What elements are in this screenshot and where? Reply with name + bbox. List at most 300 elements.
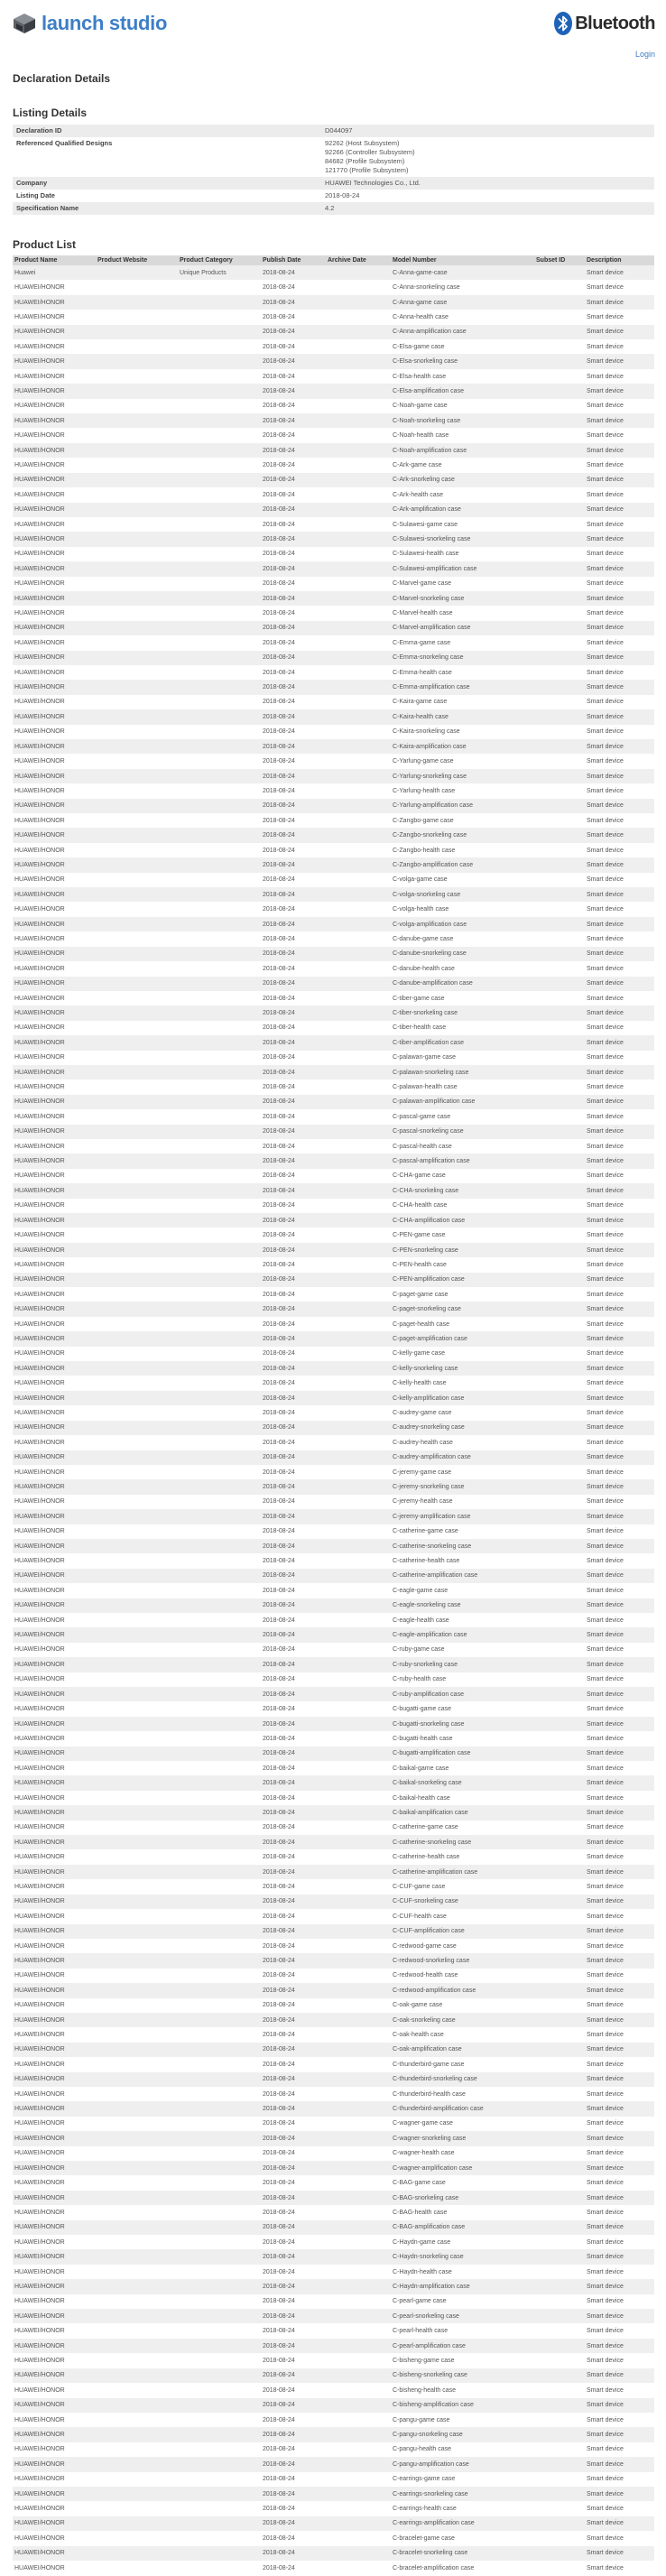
cell-publish-date: 2018-08-24: [263, 876, 295, 884]
table-row[interactable]: [13, 1065, 654, 1080]
table-row[interactable]: [13, 547, 654, 561]
table-row[interactable]: [13, 1361, 654, 1376]
cell-description: Smart device: [585, 2072, 654, 2087]
bluetooth-brand[interactable]: [553, 11, 655, 36]
cell-product-category: [178, 1243, 261, 1257]
cell-product-category: [178, 709, 261, 724]
table-row[interactable]: [13, 1391, 654, 1405]
cell-product-name: HUAWEI/HONOR: [14, 1024, 65, 1032]
table-row[interactable]: [13, 2235, 654, 2249]
table-row[interactable]: [13, 1257, 654, 1272]
table-row[interactable]: [13, 2427, 654, 2442]
table-row[interactable]: [13, 1109, 654, 1124]
cell-archive-date: [326, 2427, 391, 2442]
cell-description: Smart device: [585, 1331, 654, 1346]
table-row[interactable]: [13, 1539, 654, 1553]
table-row[interactable]: [13, 325, 654, 339]
cell-subset-id: [534, 2101, 585, 2116]
table-row[interactable]: [13, 917, 654, 931]
table-row[interactable]: [13, 2087, 654, 2101]
cell-subset-id: [534, 1509, 585, 1524]
table-row[interactable]: [13, 591, 654, 606]
cell-product-website: [96, 384, 178, 398]
cell-product-website: [96, 1005, 178, 1020]
cell-description: Smart device: [585, 1539, 654, 1553]
table-row[interactable]: [13, 725, 654, 739]
table-row[interactable]: [13, 1569, 654, 1583]
table-row[interactable]: [13, 384, 654, 398]
referenced-design-item[interactable]: 92266 (Controller Subsystem): [325, 148, 415, 156]
cell-model-number: C-Zangbo-amplification case: [391, 857, 534, 872]
cell-product-website: [96, 1821, 178, 1835]
table-row[interactable]: [13, 354, 654, 368]
cell-model-number: C-wagner-game case: [393, 2120, 453, 2127]
cell-archive-date: [326, 1257, 391, 1272]
table-row[interactable]: [13, 2191, 654, 2205]
cell-product-name: HUAWEI/HONOR: [13, 1687, 96, 1701]
table-row[interactable]: [13, 1287, 654, 1302]
table-row[interactable]: [13, 399, 654, 413]
table-row[interactable]: [13, 1524, 654, 1539]
table-row[interactable]: [13, 1731, 654, 1746]
table-row[interactable]: [13, 1005, 654, 1020]
cell-subset-id: [534, 1331, 585, 1346]
cell-subset-id: [534, 1450, 585, 1465]
table-row[interactable]: [13, 2175, 654, 2190]
cell-description: Smart device: [587, 1143, 624, 1150]
cell-product-name: HUAWEI/HONOR: [13, 413, 96, 428]
cell-description: Smart device: [585, 887, 654, 902]
column-header-publish-date[interactable]: Publish Date: [261, 255, 326, 265]
table-row[interactable]: [13, 813, 654, 828]
table-row[interactable]: [13, 2398, 654, 2413]
cell-product-name: HUAWEI/HONOR: [13, 1805, 96, 1820]
cell-product-category: [178, 1983, 261, 1997]
cell-archive-date: [326, 1509, 391, 1524]
cell-subset-id: [534, 1391, 585, 1405]
table-row[interactable]: [13, 2161, 654, 2175]
table-row[interactable]: [13, 2531, 654, 2545]
cell-archive-date: [326, 635, 391, 650]
cell-product-name: HUAWEI/HONOR: [13, 1865, 96, 1879]
table-row[interactable]: [13, 1405, 654, 1420]
referenced-designs-value: [321, 137, 654, 177]
cell-subset-id: [534, 2368, 585, 2383]
cell-description: Smart device: [587, 2298, 624, 2305]
table-row[interactable]: [13, 2013, 654, 2027]
cell-description: Smart device: [587, 403, 624, 410]
cell-model-number: C-Marvel-health case: [393, 610, 453, 617]
table-row[interactable]: [13, 2472, 654, 2487]
cell-model-number: C-catherine-snorkeling case: [391, 1539, 534, 1553]
cell-publish-date: 2018-08-24: [261, 503, 326, 517]
table-row[interactable]: [13, 265, 654, 280]
table-row[interactable]: [13, 1583, 654, 1598]
table-row[interactable]: [13, 931, 654, 946]
table-row[interactable]: [13, 635, 654, 650]
cell-description: Smart device: [585, 739, 654, 754]
cell-product-name: HUAWEI/HONOR: [14, 1587, 65, 1594]
cell-product-name: HUAWEI/HONOR: [14, 2506, 65, 2513]
table-row[interactable]: [13, 1243, 654, 1257]
table-row[interactable]: [13, 2205, 654, 2219]
table-row[interactable]: [13, 1627, 654, 1642]
table-row[interactable]: [13, 1154, 654, 1168]
table-row[interactable]: [13, 2442, 654, 2457]
cell-product-website: [96, 709, 178, 724]
table-row[interactable]: [13, 1421, 654, 1435]
cell-product-website: [96, 1805, 178, 1820]
cell-product-name: HUAWEI/HONOR: [13, 2516, 96, 2531]
table-row[interactable]: [13, 2353, 654, 2368]
cell-publish-date: 2018-08-24: [263, 1854, 295, 1861]
cell-publish-date: 2018-08-24: [261, 1331, 326, 1346]
table-row[interactable]: [13, 1643, 654, 1657]
table-row[interactable]: [13, 1347, 654, 1361]
cell-model-number: C-catherine-health case: [393, 1558, 460, 1565]
cell-product-name: HUAWEI/HONOR: [14, 876, 65, 884]
cell-product-name: HUAWEI/HONOR: [13, 1539, 96, 1553]
table-row[interactable]: [13, 695, 654, 709]
table-row[interactable]: [13, 1435, 654, 1450]
column-header-product-name[interactable]: Product Name: [13, 255, 96, 265]
cell-product-name: HUAWEI/HONOR: [13, 621, 96, 635]
cell-product-website: [96, 651, 178, 665]
cell-product-website: [96, 1243, 178, 1257]
table-row[interactable]: [13, 621, 654, 635]
column-header-model-number[interactable]: Model Number: [391, 255, 534, 265]
cell-product-website: [96, 1673, 178, 1687]
table-row[interactable]: [13, 887, 654, 902]
table-row[interactable]: [13, 2309, 654, 2323]
cell-product-category: [178, 1747, 261, 1761]
table-row[interactable]: [13, 1775, 654, 1790]
table-row[interactable]: [13, 2057, 654, 2071]
referenced-design-item[interactable]: 121770 (Profile Subsystem): [325, 166, 409, 174]
table-row[interactable]: [13, 754, 654, 768]
table-row[interactable]: [13, 295, 654, 310]
table-row[interactable]: [13, 487, 654, 502]
cell-archive-date: [326, 1731, 391, 1746]
table-row[interactable]: [13, 1687, 654, 1701]
cell-product-name: HUAWEI/HONOR: [13, 1569, 96, 1583]
cell-product-category: [178, 1139, 261, 1154]
table-row[interactable]: [13, 443, 654, 458]
table-row[interactable]: [13, 2220, 654, 2235]
cell-product-name: HUAWEI/HONOR: [14, 2446, 65, 2453]
table-row[interactable]: [13, 902, 654, 916]
cell-model-number: C-Kaira-amplification case: [391, 739, 534, 754]
cell-product-name: HUAWEI/HONOR: [14, 1617, 65, 1624]
cell-product-name: HUAWEI/HONOR: [14, 1765, 65, 1772]
table-row[interactable]: [13, 739, 654, 754]
table-row[interactable]: [13, 1169, 654, 1183]
table-row[interactable]: [13, 843, 654, 857]
table-row[interactable]: [13, 2516, 654, 2531]
cell-product-category: [178, 2235, 261, 2249]
table-row[interactable]: [13, 1479, 654, 1494]
cell-publish-date: 2018-08-24: [263, 2476, 295, 2483]
cell-description: Smart device: [585, 2220, 654, 2235]
table-row[interactable]: [13, 1509, 654, 1524]
cell-description: Smart device: [587, 1735, 624, 1742]
table-row[interactable]: [13, 1717, 654, 1731]
table-row[interactable]: [13, 2043, 654, 2057]
cell-subset-id: [534, 473, 585, 487]
cell-subset-id: [534, 1169, 585, 1183]
table-row[interactable]: [13, 1213, 654, 1228]
cell-product-website: [96, 1657, 178, 1672]
table-row[interactable]: [13, 561, 654, 576]
table-row[interactable]: [13, 2249, 654, 2264]
cell-product-website: [96, 1775, 178, 1790]
table-row[interactable]: [13, 1879, 654, 1894]
table-row[interactable]: [13, 1791, 654, 1805]
table-row[interactable]: [13, 1969, 654, 1983]
table-row[interactable]: [13, 1228, 654, 1242]
cell-model-number: C-pearl-amplification case: [391, 2339, 534, 2353]
cell-publish-date: 2018-08-24: [261, 1865, 326, 1879]
table-row[interactable]: [13, 1821, 654, 1835]
table-row[interactable]: [13, 2487, 654, 2501]
cell-model-number: C-CHA-snorkeling case: [391, 1183, 534, 1198]
cell-description: Smart device: [585, 1598, 654, 1613]
table-row[interactable]: [13, 606, 654, 620]
table-row[interactable]: [13, 1095, 654, 1109]
table-row[interactable]: [13, 1331, 654, 1346]
cell-product-website: [96, 2339, 178, 2353]
table-row[interactable]: [13, 991, 654, 1005]
table-row[interactable]: [13, 1021, 654, 1035]
table-row[interactable]: [13, 1701, 654, 1716]
table-row[interactable]: [13, 783, 654, 798]
table-row[interactable]: [13, 1495, 654, 1509]
login-link[interactable]: Login: [634, 50, 655, 59]
cell-model-number: C-pascal-snorkeling case: [391, 1125, 534, 1139]
table-row[interactable]: [13, 1080, 654, 1094]
cell-model-number: C-CHA-game case: [393, 1172, 446, 1180]
table-row[interactable]: [13, 532, 654, 546]
cell-product-category: [178, 739, 261, 754]
cell-product-category: [178, 1761, 261, 1775]
table-row[interactable]: [13, 2072, 654, 2087]
cell-product-name: HUAWEI/HONOR: [13, 769, 96, 783]
table-row[interactable]: [13, 709, 654, 724]
table-row[interactable]: [13, 517, 654, 532]
table-row[interactable]: [13, 1673, 654, 1687]
table-row[interactable]: [13, 2294, 654, 2309]
table-row[interactable]: [13, 1953, 654, 1968]
table-row[interactable]: [13, 1302, 654, 1316]
table-row[interactable]: [13, 1465, 654, 1479]
table-row[interactable]: [13, 1805, 654, 1820]
cell-publish-date: 2018-08-24: [261, 621, 326, 635]
table-row[interactable]: [13, 665, 654, 680]
table-row[interactable]: [13, 1657, 654, 1672]
cell-model-number: C-danube-amplification case: [391, 977, 534, 991]
table-row[interactable]: [13, 651, 654, 665]
table-row[interactable]: [13, 2117, 654, 2131]
table-row[interactable]: [13, 1273, 654, 1287]
table-row[interactable]: [13, 1051, 654, 1065]
table-row[interactable]: [13, 1909, 654, 1923]
cell-product-website: [96, 725, 178, 739]
table-row[interactable]: [13, 473, 654, 487]
table-row[interactable]: [13, 2339, 654, 2353]
table-row[interactable]: [13, 1747, 654, 1761]
table-row[interactable]: [13, 1849, 654, 1864]
cell-model-number: C-Noah-snorkeling case: [391, 413, 534, 428]
cell-product-name: HUAWEI/HONOR: [14, 728, 65, 736]
referenced-design-item[interactable]: 92262 (Host Subsystem): [325, 139, 400, 147]
table-row[interactable]: [13, 1450, 654, 1465]
table-row[interactable]: [13, 413, 654, 428]
table-row[interactable]: [13, 1598, 654, 1613]
table-row[interactable]: [13, 2131, 654, 2145]
table-row[interactable]: [13, 369, 654, 384]
cell-description: Smart device: [587, 2386, 624, 2394]
cell-product-name: HUAWEI/HONOR: [14, 1883, 65, 1890]
cell-product-website: [96, 1895, 178, 1909]
table-row[interactable]: [13, 1924, 654, 1939]
cell-model-number: C-PEN-game case: [393, 1232, 446, 1239]
table-row[interactable]: [13, 1835, 654, 1849]
table-row[interactable]: [13, 280, 654, 294]
cell-publish-date: 2018-08-24: [263, 787, 295, 794]
table-row[interactable]: [13, 1553, 654, 1568]
cell-publish-date: 2018-08-24: [261, 1627, 326, 1642]
table-row[interactable]: [13, 2501, 654, 2516]
cell-archive-date: [326, 2117, 391, 2131]
cell-product-category: [178, 2413, 261, 2427]
table-row[interactable]: [13, 2457, 654, 2471]
cell-model-number: C-pearl-health case: [393, 2328, 449, 2335]
cell-model-number: C-volga-health case: [393, 906, 449, 913]
table-row[interactable]: [13, 1317, 654, 1331]
table-row[interactable]: [13, 769, 654, 783]
table-row[interactable]: [13, 799, 654, 813]
cell-publish-date: 2018-08-24: [263, 728, 295, 736]
table-row[interactable]: [13, 1125, 654, 1139]
cell-publish-date: 2018-08-24: [263, 1024, 295, 1032]
table-row[interactable]: [13, 2368, 654, 2383]
table-row[interactable]: [13, 2146, 654, 2161]
cell-archive-date: [326, 428, 391, 442]
column-header-archive-date[interactable]: Archive Date: [326, 255, 391, 265]
cell-subset-id: [534, 2117, 585, 2131]
column-header-subset-id[interactable]: Subset ID: [534, 255, 585, 265]
cell-subset-id: [534, 2249, 585, 2264]
cell-product-name: HUAWEI/HONOR: [14, 2476, 65, 2483]
cell-description: Smart device: [587, 965, 624, 972]
table-row[interactable]: [13, 857, 654, 872]
cell-publish-date: 2018-08-24: [261, 2457, 326, 2471]
table-row[interactable]: [13, 873, 654, 887]
cell-description: Smart device: [585, 947, 654, 961]
cell-product-category: [178, 532, 261, 546]
cell-archive-date: [326, 1435, 391, 1450]
cell-model-number: C-Zangbo-health case: [393, 847, 456, 854]
table-row[interactable]: [13, 1998, 654, 2013]
cell-model-number: C-Emma-snorkeling case: [391, 651, 534, 665]
table-row[interactable]: [13, 1613, 654, 1627]
table-row[interactable]: [13, 1183, 654, 1198]
table-row[interactable]: [13, 2323, 654, 2338]
table-row[interactable]: [13, 961, 654, 976]
table-row[interactable]: [13, 977, 654, 991]
table-row[interactable]: [13, 1939, 654, 1953]
cell-product-category: [178, 1613, 261, 1627]
cell-subset-id: [534, 1021, 585, 1035]
table-row[interactable]: [13, 2561, 654, 2575]
table-row[interactable]: [13, 1035, 654, 1050]
cell-subset-id: [534, 503, 585, 517]
cell-product-category: [178, 2220, 261, 2235]
cell-product-name: HUAWEI/HONOR: [13, 680, 96, 694]
cell-model-number: C-Marvel-snorkeling case: [391, 591, 534, 606]
table-row[interactable]: [13, 310, 654, 324]
launch-studio-logo[interactable]: [13, 13, 167, 34]
table-row[interactable]: [13, 577, 654, 591]
cell-subset-id: [534, 1347, 585, 1361]
table-row[interactable]: [13, 458, 654, 472]
table-row[interactable]: [13, 1865, 654, 1879]
cell-product-name: HUAWEI/HONOR: [14, 1706, 65, 1713]
cell-product-website: [96, 1983, 178, 1997]
column-header-product-website[interactable]: Product Website: [96, 255, 178, 265]
cell-product-website: [96, 2487, 178, 2501]
cell-model-number: C-jeremy-health case: [393, 1498, 453, 1506]
table-row[interactable]: [13, 1895, 654, 1909]
table-row[interactable]: [13, 339, 654, 354]
cell-subset-id: [534, 2087, 585, 2101]
cell-archive-date: [326, 725, 391, 739]
referenced-design-item[interactable]: 84682 (Profile Subsystem): [325, 157, 405, 165]
table-row[interactable]: [13, 503, 654, 517]
table-row[interactable]: [13, 1376, 654, 1390]
table-row[interactable]: [13, 2265, 654, 2279]
table-row[interactable]: [13, 1139, 654, 1154]
cell-publish-date: 2018-08-24: [261, 1095, 326, 1109]
cell-model-number: C-oak-snorkeling case: [391, 2013, 534, 2027]
column-header-product-category[interactable]: Product Category: [178, 255, 261, 265]
cell-product-category: [178, 413, 261, 428]
table-row[interactable]: [13, 947, 654, 961]
cell-archive-date: [326, 2279, 391, 2293]
table-row[interactable]: [13, 2101, 654, 2116]
cell-product-website: [96, 902, 178, 916]
cell-description: Smart device: [587, 2180, 624, 2187]
table-row[interactable]: [13, 1983, 654, 1997]
column-header-description[interactable]: Description: [585, 255, 654, 265]
cell-archive-date: [326, 1924, 391, 1939]
table-row[interactable]: [13, 2383, 654, 2397]
cell-publish-date: 2018-08-24: [263, 1706, 295, 1713]
table-row[interactable]: [13, 2027, 654, 2042]
table-row[interactable]: [13, 2279, 654, 2293]
table-row[interactable]: [13, 1761, 654, 1775]
table-row[interactable]: [13, 428, 654, 442]
cell-publish-date: 2018-08-24: [261, 2398, 326, 2413]
table-row[interactable]: [13, 680, 654, 694]
table-row[interactable]: [13, 1199, 654, 1213]
table-row[interactable]: [13, 2546, 654, 2561]
table-row[interactable]: [13, 2413, 654, 2427]
cell-publish-date: 2018-08-24: [263, 1942, 295, 1950]
cell-subset-id: [534, 591, 585, 606]
cell-description: Smart device: [587, 1439, 624, 1446]
table-row[interactable]: [13, 828, 654, 842]
